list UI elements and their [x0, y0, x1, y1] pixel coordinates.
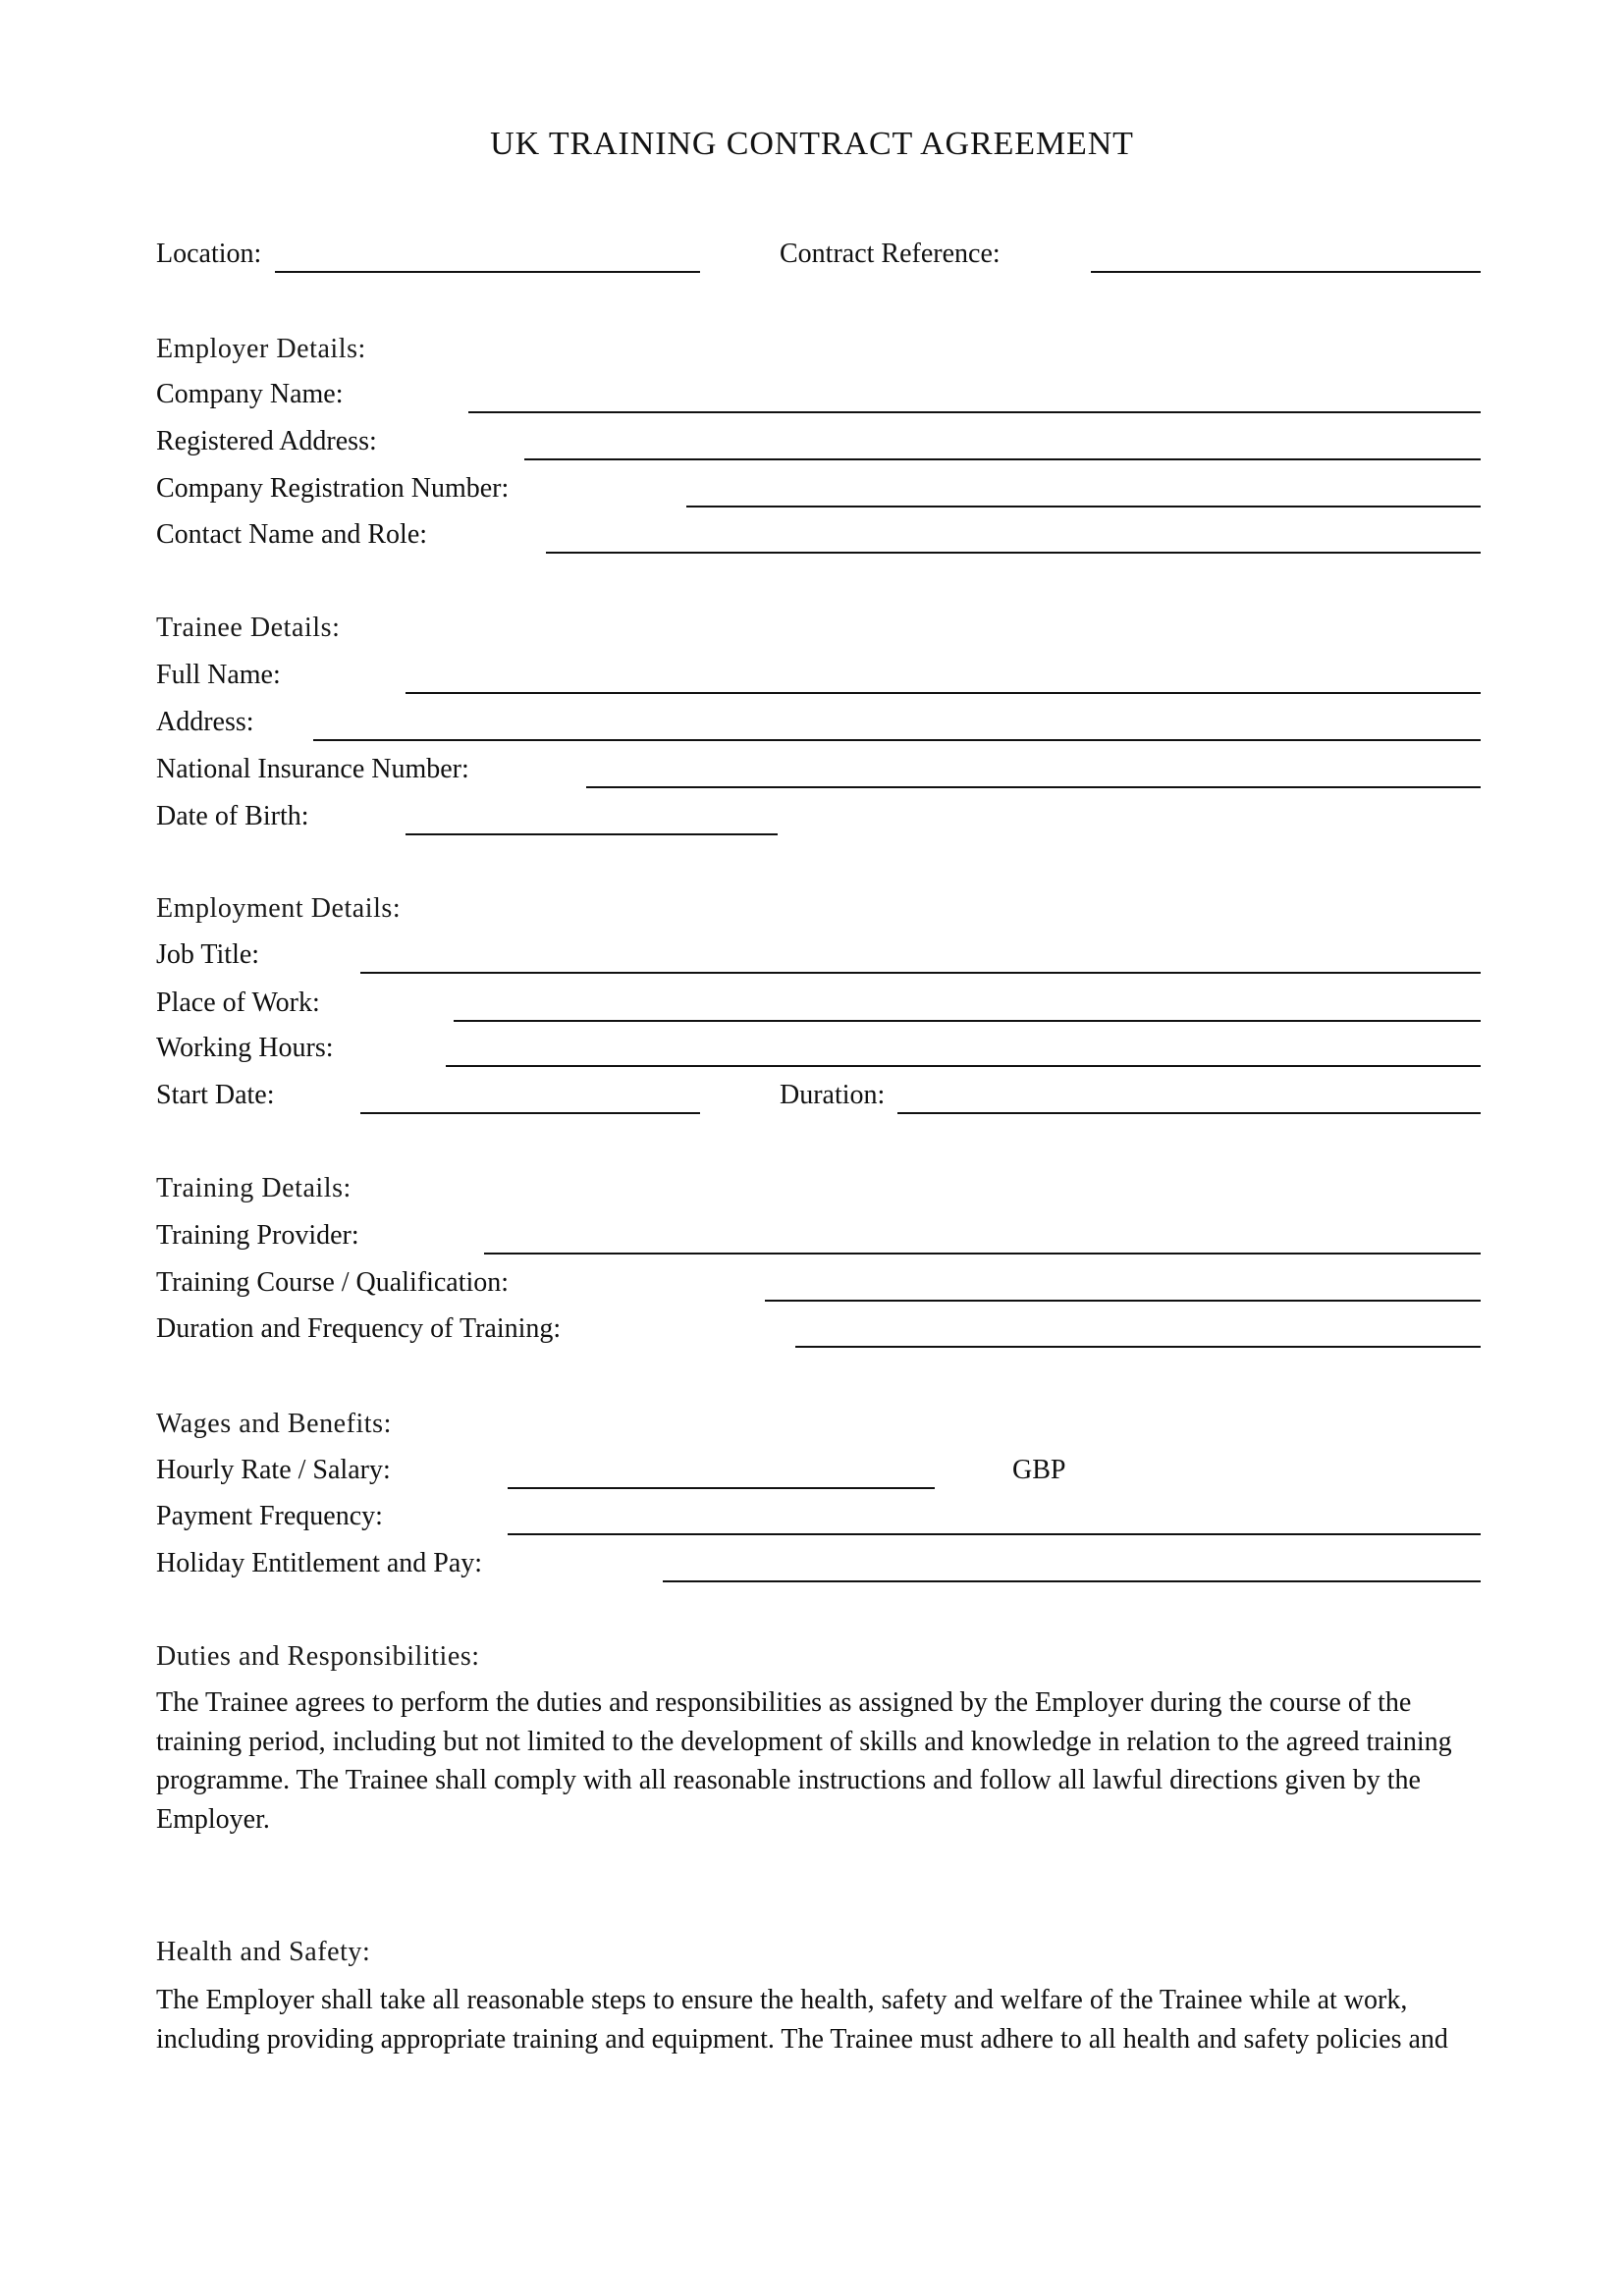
- holiday-entitlement-row: [0, 1550, 1624, 1589]
- trainee-address-row: [0, 709, 1624, 748]
- national-insurance-label: National Insurance Number:: [156, 754, 469, 784]
- date-of-birth-label: Date of Birth:: [156, 801, 309, 831]
- contact-name-row: [0, 521, 1624, 561]
- training-details-heading: Training Details:: [156, 1173, 352, 1203]
- start-date-field[interactable]: [360, 1085, 700, 1114]
- health-and-safety-text: The Employer shall take all reasonable steps to ensure the health, safety and welfare of the Trainee while at work, including providing appropriate training and equipment. The Trainee must adhere to all health and safety policies and: [156, 1985, 1448, 2055]
- working-hours-label: Working Hours:: [156, 1033, 334, 1063]
- start-date-row: [0, 1082, 1624, 1121]
- trainee-address-label: Address:: [156, 707, 254, 737]
- training-frequency-field[interactable]: [795, 1318, 1481, 1348]
- training-frequency-row: [0, 1315, 1624, 1355]
- duration-field[interactable]: [897, 1085, 1481, 1114]
- trainee-details-heading-row: [0, 614, 1624, 654]
- working-hours-field[interactable]: [446, 1038, 1481, 1067]
- health-and-safety-heading: Health and Safety:: [156, 1937, 371, 1967]
- document-title: UK TRAINING CONTRACT AGREEMENT: [490, 126, 1134, 162]
- place-of-work-row: [0, 989, 1624, 1029]
- duties-heading-row: [0, 1643, 1624, 1682]
- job-title-label: Job Title:: [156, 939, 260, 970]
- employment-details-heading: Employment Details:: [156, 893, 402, 924]
- training-details-heading-row: [0, 1175, 1624, 1214]
- trainee-details-heading: Trainee Details:: [156, 613, 341, 643]
- duration-label: Duration:: [780, 1080, 886, 1110]
- payment-frequency-row: [0, 1503, 1624, 1542]
- working-hours-row: [0, 1035, 1624, 1074]
- employer-details-heading-row: [0, 336, 1624, 375]
- registered-address-row: [0, 428, 1624, 467]
- employment-details-heading-row: [0, 895, 1624, 934]
- training-provider-label: Training Provider:: [156, 1220, 359, 1251]
- company-name-label: Company Name:: [156, 379, 344, 409]
- hourly-rate-row: [0, 1457, 1624, 1496]
- contact-name-label: Contact Name and Role:: [156, 519, 428, 550]
- duties-and-responsibilities-heading: Duties and Responsibilities:: [156, 1641, 480, 1672]
- national-insurance-field[interactable]: [586, 759, 1481, 788]
- employer-details-heading: Employer Details:: [156, 334, 366, 364]
- location-label: Location:: [156, 239, 262, 269]
- company-name-row: [0, 381, 1624, 420]
- holiday-entitlement-label: Holiday Entitlement and Pay:: [156, 1548, 483, 1578]
- wages-heading-row: [0, 1411, 1624, 1450]
- full-name-row: [0, 662, 1624, 701]
- holiday-entitlement-field[interactable]: [663, 1553, 1481, 1582]
- training-provider-field[interactable]: [484, 1225, 1481, 1255]
- registered-address-field[interactable]: [524, 431, 1481, 460]
- company-registration-number-label: Company Registration Number:: [156, 473, 510, 504]
- hourly-rate-label: Hourly Rate / Salary:: [156, 1455, 391, 1485]
- training-frequency-label: Duration and Frequency of Training:: [156, 1313, 562, 1344]
- date-of-birth-field[interactable]: [406, 806, 778, 835]
- location-field[interactable]: [275, 243, 700, 273]
- header-row: [0, 240, 1624, 280]
- full-name-label: Full Name:: [156, 660, 281, 690]
- place-of-work-label: Place of Work:: [156, 988, 320, 1018]
- date-of-birth-row: [0, 803, 1624, 842]
- full-name-field[interactable]: [406, 665, 1481, 694]
- contact-name-field[interactable]: [546, 524, 1481, 554]
- training-course-field[interactable]: [765, 1272, 1481, 1302]
- training-course-label: Training Course / Qualification:: [156, 1267, 510, 1298]
- trainee-address-field[interactable]: [313, 712, 1481, 741]
- contract-reference-label: Contract Reference:: [780, 239, 1001, 269]
- currency-label: GBP: [1012, 1455, 1066, 1485]
- start-date-label: Start Date:: [156, 1080, 275, 1110]
- company-name-field[interactable]: [468, 384, 1481, 413]
- hourly-rate-field[interactable]: [508, 1460, 935, 1489]
- national-insurance-row: [0, 756, 1624, 795]
- contract-reference-field[interactable]: [1091, 243, 1481, 273]
- duties-and-responsibilities-text: The Trainee agrees to perform the duties and responsibilities as assigned by the Employer during the course of the training period, including but not limited to the development of skills and knowledge in relation to the agreed training programme. The Trainee shall comply with all reasonable instructions and follow all lawful directions given by the Employer.: [156, 1687, 1452, 1835]
- place-of-work-field[interactable]: [454, 992, 1481, 1022]
- registered-address-label: Registered Address:: [156, 426, 377, 456]
- payment-frequency-label: Payment Frequency:: [156, 1501, 383, 1531]
- job-title-row: [0, 941, 1624, 981]
- training-course-row: [0, 1269, 1624, 1308]
- job-title-field[interactable]: [360, 944, 1481, 974]
- payment-frequency-field[interactable]: [508, 1506, 1481, 1535]
- health-safety-heading-row: [0, 1939, 1624, 1978]
- wages-and-benefits-heading: Wages and Benefits:: [156, 1409, 392, 1439]
- training-provider-row: [0, 1222, 1624, 1261]
- company-registration-number-field[interactable]: [686, 478, 1481, 507]
- company-registration-number-row: [0, 475, 1624, 514]
